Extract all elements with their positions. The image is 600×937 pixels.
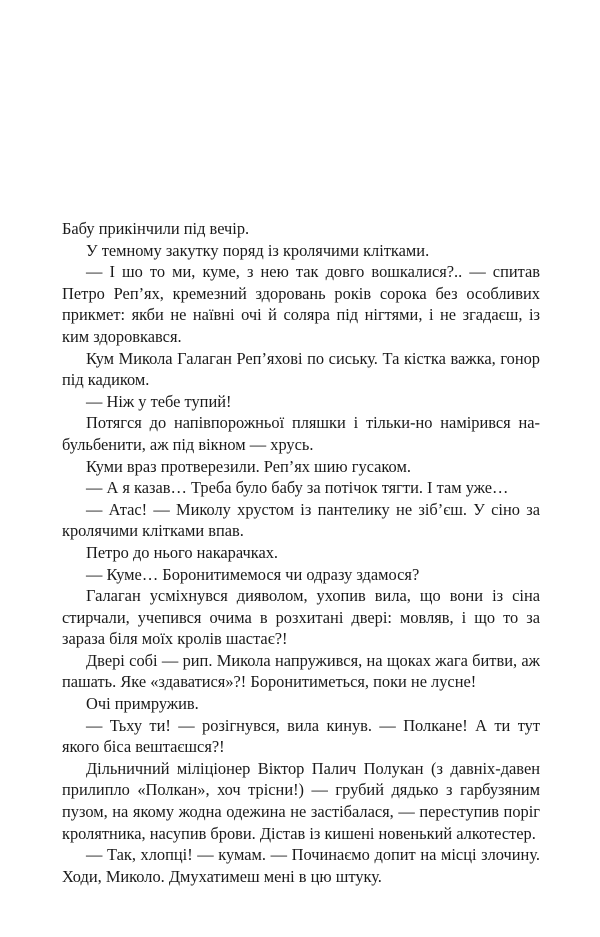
paragraph: Очі примружив. [86, 694, 199, 714]
paragraph: Потягся до напівпорожньої пляшки і тільки-но намірився набульбенити, аж під вікном — хрусь. [62, 413, 540, 454]
paragraph: — Тьху ти! — розігнувся, вила кинув. — Полкане! А ти тут якого біса вештаєшся?! [62, 715, 540, 757]
paragraph: — А я казав… Треба було бабу за потічок тягти. І там уже… [86, 478, 509, 498]
paragraph: — Атас! — Миколу хрустом із пантелику не зіб’єш. У сіно за кролячими клітками впав. [62, 499, 540, 541]
paragraph: Кум Микола Галаган Реп’яхові по сиську. Та кістка важка, гонор під кадиком. [62, 348, 540, 390]
paragraph: Бабу прикінчили під вечір. [62, 219, 250, 238]
paragraph: Куми враз протверезили. Реп’ях шию гусаком. [86, 456, 411, 476]
paragraph: — Куме… Боронитимемося чи одразу здамося? [86, 564, 420, 584]
paragraph: Двері собі — рип. Микола напружився, на щоках жага битви, аж пашать. Яке «здаватися»?! Боронитиметься, поки не лусне! [62, 650, 540, 692]
paragraph: — І шо то ми, куме, з нею так довго вошкалися?.. — спитав Петро Реп’ях, кремезний здоровань років сорока без особливих прикмет: якби не наївні очі й соляра під нігтями, і не згадаєш, із ким здоровкався. [62, 262, 540, 346]
page-text-block [62, 218, 540, 887]
paragraph: — Так, хлопці! — кумам. — Починаємо допит на місці злочину. Ходи, Миколо. Дмухатимеш мені в цю штуку. [62, 845, 540, 886]
paragraph: — Ніж у тебе тупий! [86, 391, 232, 411]
paragraph: У темному закутку поряд із кролячими клітками. [86, 240, 430, 260]
paragraph: Дільничний міліціонер Віктор Палич Полукан (з давніх-давен прилипло «Полкан», хоч трісни!) — грубий дядько з гарбузяним пузом, на якому жодна одежина не застібалася, — переступив поріг кролятника, насупив брови. Дістав із кишені новенький алкотестер. [62, 758, 540, 843]
paragraph: Галаган усміхнувся дияволом, ухопив вила, що вони із сіна стирчали, учепився очима в розхитані двері: мовляв, і що то за зараза біля моїх кролів шастає?! [62, 586, 540, 649]
paragraph: Петро до нього накарачках. [86, 542, 279, 562]
